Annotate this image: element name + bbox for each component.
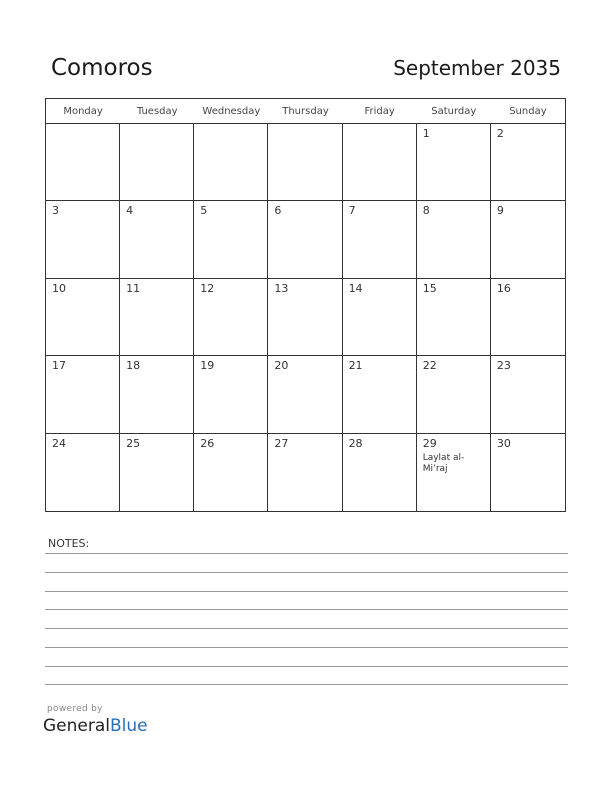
day-cell	[343, 279, 417, 356]
day-cell	[120, 124, 194, 201]
day-number: 29	[422, 436, 437, 450]
day-cell	[491, 279, 565, 356]
weekday-thursday: Thursday	[282, 106, 329, 117]
day-number: 11	[126, 281, 141, 295]
day-number: 30	[496, 436, 511, 450]
day-cell	[417, 124, 491, 201]
day-number: 20	[274, 359, 289, 373]
logo-blue: Blue	[110, 716, 148, 736]
day-cell	[120, 279, 194, 356]
day-cell	[46, 434, 120, 511]
weekday-tuesday: Tuesday	[136, 106, 178, 117]
day-number: 18	[126, 359, 141, 373]
day-number: 21	[348, 359, 363, 373]
day-cell	[194, 201, 268, 278]
day-number: 23	[496, 359, 511, 373]
weekday-sunday: Sunday	[509, 106, 547, 117]
day-cell	[268, 356, 342, 433]
day-number: 13	[274, 281, 289, 295]
day-number: 8	[422, 204, 430, 218]
day-cell	[343, 434, 417, 511]
day-number: 16	[496, 281, 511, 295]
day-cell	[120, 434, 194, 511]
country-title: Comoros	[51, 55, 153, 81]
day-cell	[120, 201, 194, 278]
notes-label: NOTES:	[48, 537, 90, 550]
day-number: 19	[200, 359, 215, 373]
day-number: 25	[126, 436, 141, 450]
note-line	[45, 609, 568, 610]
day-cell	[343, 201, 417, 278]
day-number: 2	[496, 127, 504, 140]
day-number: 10	[52, 281, 66, 295]
weekday-wednesday: Wednesday	[202, 106, 261, 117]
day-number: 4	[126, 204, 134, 218]
powered-by-text: powered by	[47, 704, 103, 714]
calendar-grid	[45, 98, 566, 512]
day-cell	[46, 201, 120, 278]
day-cell	[194, 124, 268, 201]
day-cell	[46, 279, 120, 356]
day-cell	[417, 434, 491, 511]
day-number: 7	[348, 204, 356, 218]
day-cell	[491, 356, 565, 433]
note-line	[45, 553, 568, 554]
day-cell	[268, 279, 342, 356]
day-cell	[46, 124, 120, 201]
day-cell	[194, 434, 268, 511]
day-cell	[120, 356, 194, 433]
day-cell	[268, 124, 342, 201]
day-cell	[491, 124, 565, 201]
logo-general: General	[43, 716, 110, 736]
day-number: 15	[422, 281, 437, 295]
note-line	[45, 684, 568, 685]
weekday-friday: Friday	[364, 106, 395, 117]
day-number: 28	[348, 436, 363, 450]
day-cell	[491, 434, 565, 511]
day-number: 6	[274, 204, 282, 218]
generalblue-logo[interactable]	[43, 716, 148, 736]
note-line	[45, 628, 568, 629]
holiday-label: Laylat al-Mi’raj	[422, 452, 465, 474]
day-cell	[343, 356, 417, 433]
day-cell	[417, 356, 491, 433]
note-line	[45, 647, 568, 648]
day-cell	[268, 434, 342, 511]
day-number: 22	[422, 359, 437, 373]
day-cells	[46, 124, 565, 511]
day-cell	[46, 356, 120, 433]
day-number: 5	[200, 204, 208, 218]
day-cell	[417, 201, 491, 278]
day-cell	[343, 124, 417, 201]
day-cell	[491, 201, 565, 278]
day-number: 24	[52, 436, 66, 450]
day-cell	[417, 279, 491, 356]
day-number: 14	[348, 281, 363, 295]
day-number: 9	[496, 204, 504, 218]
day-number: 1	[422, 127, 430, 140]
day-cell	[268, 201, 342, 278]
day-cell	[194, 356, 268, 433]
day-number: 3	[52, 204, 59, 218]
day-number: 27	[274, 436, 289, 450]
note-line	[45, 666, 568, 667]
weekday-monday: Monday	[63, 106, 103, 117]
day-cell	[194, 279, 268, 356]
month-title: September 2035	[393, 56, 561, 80]
day-number: 12	[200, 281, 215, 295]
note-line	[45, 591, 568, 592]
weekday-saturday: Saturday	[431, 106, 477, 117]
day-number: 17	[52, 359, 66, 373]
weekday-header-row	[46, 99, 565, 124]
note-line	[45, 572, 568, 573]
day-number: 26	[200, 436, 215, 450]
